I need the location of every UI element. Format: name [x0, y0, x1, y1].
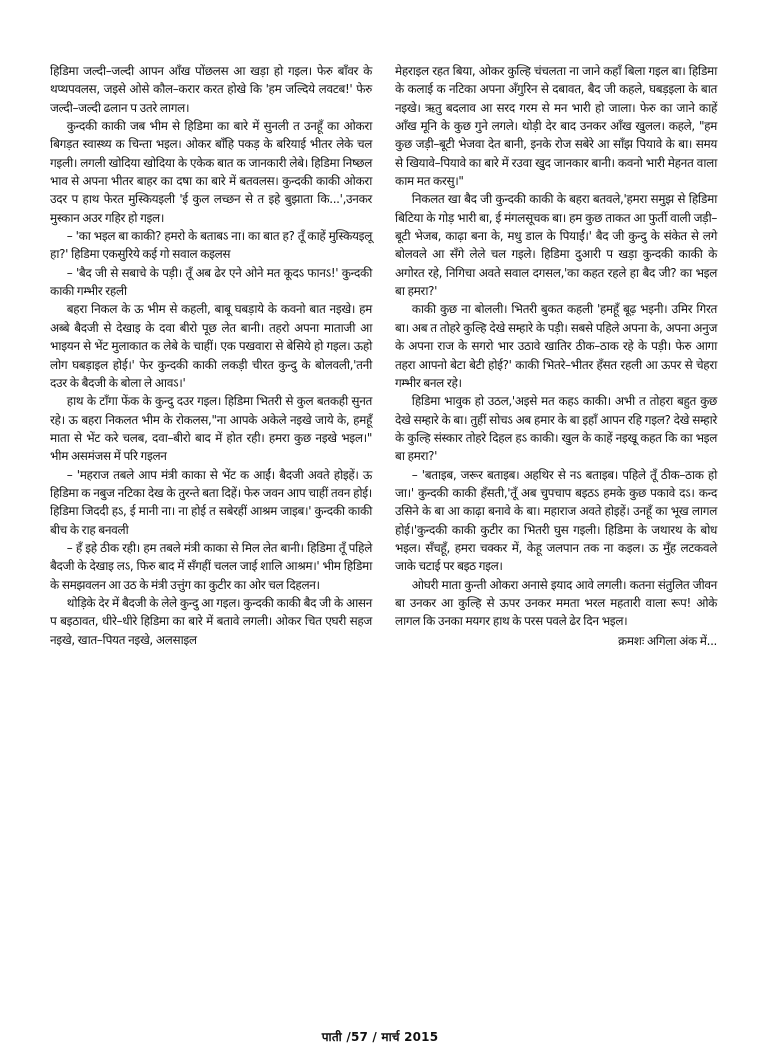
- paragraph: हिडिमा भावुक हो उठल,'अइसे मत कहऽ काकी। अभी त तोहरा बहुत कुछ देखे सम्हारे के बा। तुहीं सोचऽ अब हमार के बा इहाँ आपन रहि गइल? देखे सम्हारे के कुल्हि संस्कार तोहरे दिहल हऽ काकी। खुल के काहें नइखू कहत कि का भइल बा हमरा?': [395, 394, 717, 464]
- paragraph: हाथ के टाँगा फेंक के कुन्दु दउर गइल। हिडिमा भितरी से कुल बतकही सुनत रहे। ऊ बहरा निकलत भीम के रोकलस,"ना आपके अकेले नइखे जाये के, हमहूँ माता से भेंट करे चलब, दवा–बीरो बाद में होत रही। हमरा कुछ नइखे भइल।" भीम असमंजस में परि गइलन: [50, 394, 372, 464]
- left-text-column: [50, 62, 372, 649]
- continued-note: क्रमशः अगिला अंक में...: [618, 633, 717, 648]
- paragraph: बहरा निकल के ऊ भीम से कहली, बाबू घबड़ाये के कवनो बात नइखे। हम अब्बे बैदजी से देखाइ के दवा बीरो पूछ लेत बानी। तहरो अपना माताजी आ भाइयन से भेंट मुलाकात क लेबे के चाहीं। एक पखवारा से बेसिये हो गइल। ऊहो लोग घबड़ाइल होई।' फेर कुन्दकी काकी लकड़ी चीरत कुन्दु के बोलवली,'तनी दउर के बैदजी के बोला ले आवऽ।': [50, 302, 372, 390]
- paragraph: – 'का भइल बा काकी? हमरो के बताबऽ ना। का बात ह? तूँ काहें मुस्कियइलू हा?' हिडिमा एकसुरिये कई गो सवाल कइलस: [50, 229, 372, 262]
- paragraph: – 'बैद जी से सबाचे के पड़ी। तूँ अब ढेर एने ओने मत कूदऽ फानऽ!' कुन्दकी काकी गम्भीर रहली: [50, 265, 372, 299]
- paragraph: हिडिमा जल्दी–जल्दी आपन आँख पोंछलस आ खड़ा हो गइल। फेरु बाँवर के थप्थपवलस, जइसे ओसे कौल–करार करत होखे कि 'हम जल्दिये लवटब!' फेरु जल्दी–जल्दी ढलान प उतरे लागल।: [50, 64, 372, 115]
- paragraph: – 'महराज तबले आप मंत्री काका से भेंट क आईं। बैदजी अवते होइहें। ऊ हिडिमा क नबुज नटिका देख के तुरन्ते बता दिहें। फेरु जवन आप चाहीं तवन होई। हिडिमा जिददी हऽ, ई मानी ना। ना होई त सबेरहीं आश्रम जाइब।' कुन्दकी काकी बीच के राह बनवली: [50, 467, 372, 537]
- right-text-column: [395, 62, 717, 650]
- page-footer: पाती /57 / मार्च 2015: [321, 1030, 439, 1044]
- paragraph: थोड़िके देर में बैदजी के लेले कुन्दु आ गइल। कुन्दकी काकी बैद जी के आसन प बइठावत, धीरे–धीरे हिडिमा का बारे में बतावे लगली। ओकर चित एघरी सहज नइखे, खात–पियत नइखे, अलसाइल: [50, 595, 372, 647]
- paragraph: मेहराइल रहत बिया, ओकर कुल्हि चंचलता ना जाने कहाँ बिला गइल बा। हिडिमा के कलाई क नटिका अपना अँगुरिन से दबावत, बैद जी कहले, घबड़इला के बात नइखे। ऋतु बदलाव आ सरद गरम से मन भारी हो जाला। फेरु का जाने काहें आँख मूनि के कुछ गुने लगले। थोड़ी देर बाद उनकर आँख खुलल। कहले, "हम कुछ जड़ी–बूटी भेजवा देत बानी, इनके रोज सबेरे आ साँझ पियावे के बा। समय से खियावे–पियावे का बारे में रउवा खुद जानकार बानी। कवनो भारी मेहनत वाला काम मत करसु।": [395, 64, 717, 189]
- paragraph: कुन्दकी काकी जब भीम से हिडिमा का बारे में सुनली त उनहूँ का ओकरा बिगड़त स्वास्थ्य क चिन्ता भइल। ओकर बाँहि पकड़ के बरियाई भीतर लेके चल गइली। लगली खोदिया खोदिया के एकेक बात क जानकारी लेबे। हिडिमा निष्छल भाव से अपना भीतर बाहर का दषा का बारे में बतवलस। कुन्दकी काकी ओकरा उदर प हाथ फेरत मुस्कियइली 'ई कुल लच्छन से त इहे बुझाता कि...',उनकर मुस्कान अउर गहिर हो गइल।: [50, 119, 372, 225]
- paragraph: ओघरी माता कुन्ती ओकरा अनासे इयाद आवे लगली। कतना संतुलित जीवन बा उनकर आ कुल्हि से ऊपर उनकर ममता भरल महतारी वाला रूप! ओके लागल कि उनका मयगर हाथ के परस पवले ढेर दिन भइल।: [395, 577, 717, 629]
- paragraph: – 'बताइब, जरूर बताइब। अहथिर से नऽ बताइब। पहिले तूँ ठीक–ठाक हो जा।' कुन्दकी काकी हँसती,'तूँ अब चुपचाप बइठऽ हमके कुछ पकावे दऽ। कन्द उसिने के बा आ काढ़ा बनावे के बा। महाराज अवते होइहें। उनहूँ का भूख लागल होई।'कुन्दकी काकी कुटीर का भितरी घुस गइली। हिडिमा के जथारथ के बोध भइल। सँचहूँ, हमरा चक्कर में, केहू जलपान तक ना कइल। ऊ मुँह लटकवले जाके चटाई पर बइठ गइल।: [395, 467, 717, 574]
- paragraph: निकलत खा बैद जी कुन्दकी काकी के बहरा बतवले,'हमरा समुझ से हिडिमा बिटिया के गोड़ भारी बा, ई मंगलसूचक बा। हम कुछ ताकत आ फुर्ती वाली जड़ी–बूटी भेजब, काढ़ा बना के, मधु डाल के पियाईं।' बैद जी कुन्दु के संकेत से लगे बोलवले आ सँगे लेले चल गइले। हिडिमा दुआरी प खड़ा कुन्दकी काकी के अगोरत रहे, निगिचा अवते सवाल दगसल,'का कहत रहले हा बैद जी? का भइल बा हमरा?': [395, 192, 717, 299]
- paragraph: काकी कुछ ना बोलली। भितरी बुकत कहली 'हमहूँ बूढ़ भइनी। उमिर गिरत बा। अब त तोहरे कुल्हि देखे सम्हारे के पड़ी। सबसे पहिले अपना के, अपना अनुज के अपना राज के सगरो भार उठावे खातिर ठीक–ठाक रहे के पड़ी। फेरु आगा तहरा आपनो बेटा बेटी होई?' काकी भितरे–भीतर हँसत रहली आ ऊपर से चेहरा गम्भीर बनल रहे।: [395, 302, 717, 390]
- paragraph: – हँ इहे ठीक रही। हम तबले मंत्री काका से मिल लेत बानी। हिडिमा तूँ पहिले बैदजी के देखाइ लऽ, फिरु बाद में सँगहीं चलल जाई शालि आश्रम।' भीम हिडिमा के समझवलन आ उठ के मंत्री उत्तुंग का कुटीर का ओर चल दिहलन।: [50, 540, 372, 592]
